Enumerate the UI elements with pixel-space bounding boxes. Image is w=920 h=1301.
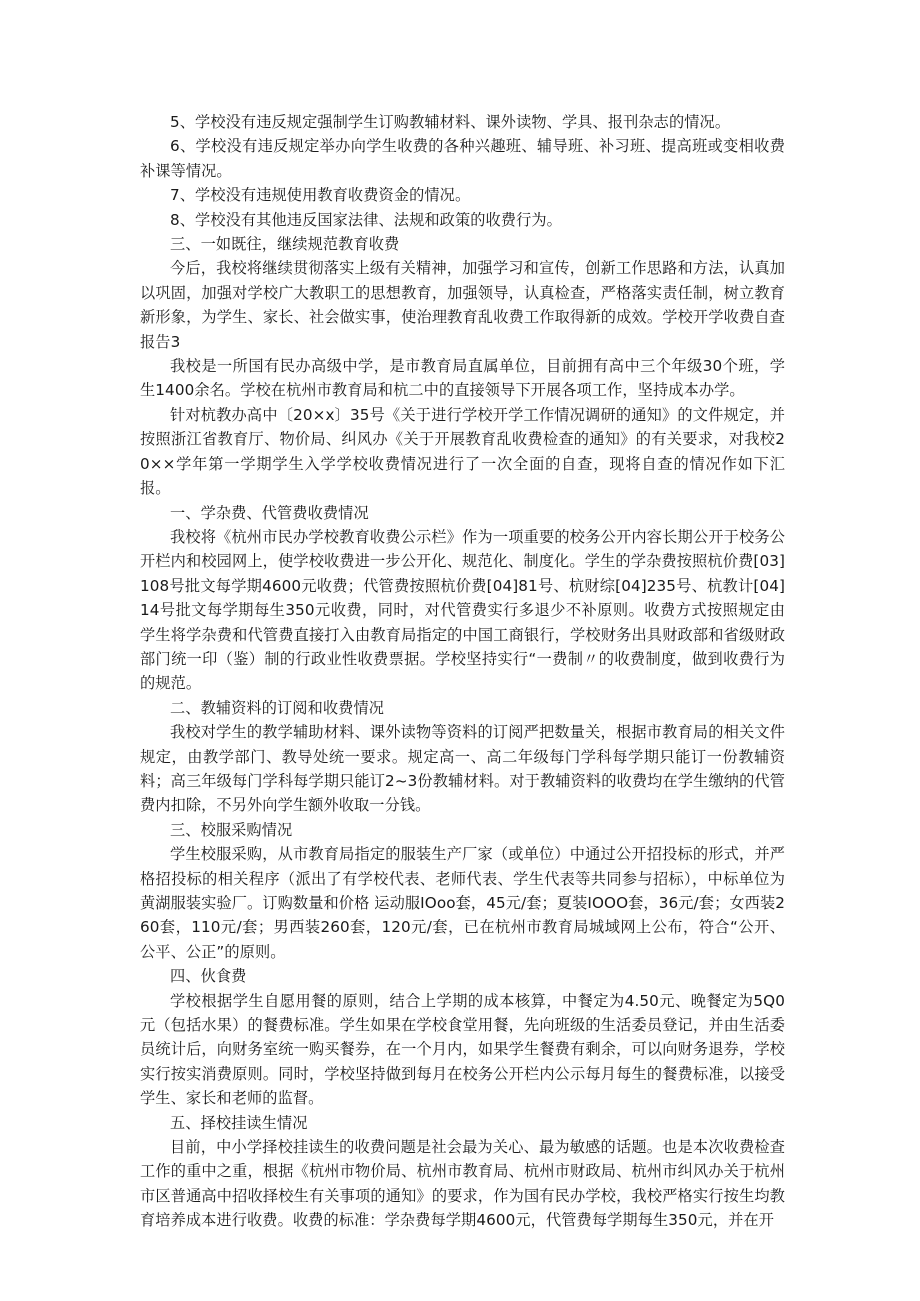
paragraph-item-7: 7、学校没有违规使用教育收费资金的情况。 xyxy=(170,186,471,205)
section-heading-tuition-fees: 一、学杂费、代管费收费情况 xyxy=(170,503,369,522)
section-heading-school-choice-students: 五、择校挂读生情况 xyxy=(170,1113,308,1132)
paragraph-meal-fees: 学校根据学生自愿用餐的原则，结合上学期的成本核算，中餐定为4.50元、晚餐定为5Q0元（包括水果）的餐费标准。学生如果在学校食堂用餐，先向班级的生活委员登记，并由生活委员统计后，向财务室统一购买餐券，在一个月内，如果学生餐费有剩余，可以向财务退券，学校实行按实消费原则。同时，学校坚持做到每月在校务公开栏内公示每月每生的餐费标准，以接受学生、家长和老师的监督。 xyxy=(140,991,785,1108)
paragraph-teaching-materials: 我校对学生的教学辅助材料、课外读物等资料的订阅严把数量关，根据市教育局的相关文件规定，由教学部门、教导处统一要求。规定高一、高二年级每门学科每学期只能订一份教辅资料；高三年级每门学科每学期只能订2~3份教辅材料。对于教辅资料的收费均在学生缴纳的代管费内扣除，不另外向学生额外收取一分钱。 xyxy=(140,723,785,815)
paragraph-uniform-purchase: 学生校服采购，从市教育局指定的服装生产厂家（或单位）中通过公开招投标的形式，并严格招投标的相关程序（派出了有学校代表、老师代表、学生代表等共同参与招标），中标单位为黄湖服装实验厂。订购数量和价格 运动服IOoo套，45元/套；夏装IOOO套，36元/套；女西装260套，110元/套；男西装260套，120元/套，已在杭州市教育局城域网上公布，符合“公开、公平、公正”的原则。 xyxy=(140,845,785,961)
paragraph-self-inspection: 针对杭教办高中〔20×x〕35号《关于进行学校开学工作情况调研的通知》的文件规定，并按照浙江省教育厅、物价局、纠风办《关于开展教育乱收费检查的通知》的有关要求，对我校20××学年第一学期学生入学学校收费情况进行了一次全面的自查，现将自查的情况作如下汇报。 xyxy=(140,405,785,498)
paragraph-school-choice-students: 目前，中小学择校挂读生的收费问题是社会最为关心、最为敏感的话题。也是本次收费检查工作的重中之重，根据《杭州市物价局、杭州市教育局、杭州市财政局、杭州市纠风办关于杭州市区普通高中招收择校生有关事项的通知》的要求，作为国有民办学校，我校严格实行按生均教育培养成本进行收费。收费的标准：学杂费每学期4600元，代管费每学期每生350元，并在开 xyxy=(140,1138,785,1230)
section-heading-uniform-purchase: 三、校服采购情况 xyxy=(170,820,293,839)
section-heading-teaching-materials: 二、教辅资料的订阅和收费情况 xyxy=(170,698,385,717)
paragraph-item-8: 8、学校没有其他违反国家法律、法规和政策的收费行为。 xyxy=(170,210,562,229)
paragraph-item-5: 5、学校没有违反规定强制学生订购教辅材料、课外读物、学具、报刊杂志的情况。 xyxy=(170,113,731,131)
section-heading-meal-fees: 四、伙食费 xyxy=(170,967,247,986)
paragraph-item-6: 6、学校没有违反规定举办向学生收费的各种兴趣班、辅导班、补习班、提高班或变相收费补课等情况。 xyxy=(140,137,785,180)
paragraph-tuition-fees: 我校将《杭州市民办学校教育收费公示栏》作为一项重要的校务公开内容长期公开于校务公开栏内和校园网上，使学校收费进一步公开化、规范化、制度化。学生的学杂费按照杭价费[03]108号批文每学期4600元收费；代管费按照杭价费[04]81号、杭财综[04]235号、杭教计[04]14号批文每学期每生350元收费，同时，对代管费实行多退少不补原则。收费方式按照规定由学生将学杂费和代管费直接打入由教育局指定的中国工商银行，学校财务出具财政部和省级财政部门统一印（鉴）制的行政业性收费票据。学校坚持实行“一费制〃的收费制度，做到收费行为的规范。 xyxy=(140,527,785,693)
document-body xyxy=(140,110,785,1233)
paragraph-future-work: 今后，我校将继续贯彻落实上级有关精神，加强学习和宣传，创新工作思路和方法，认真加以巩固，加强对学校广大教职工的思想教育，加强领导，认真检查，严格落实责任制，树立教育新形象，为学生、家长、社会做实事，使治理教育乱收费工作取得新的成效。学校开学收费自查报告3 xyxy=(140,259,785,351)
section-heading-continue-regulating: 三、一如既往，继续规范教育收费 xyxy=(170,235,400,254)
paragraph-school-intro: 我校是一所国有民办高级中学，是市教育局直属单位，目前拥有高中三个年级30个班，学生1400余名。学校在杭州市教育局和杭二中的直接领导下开展各项工作，坚持成本办学。 xyxy=(140,357,785,400)
